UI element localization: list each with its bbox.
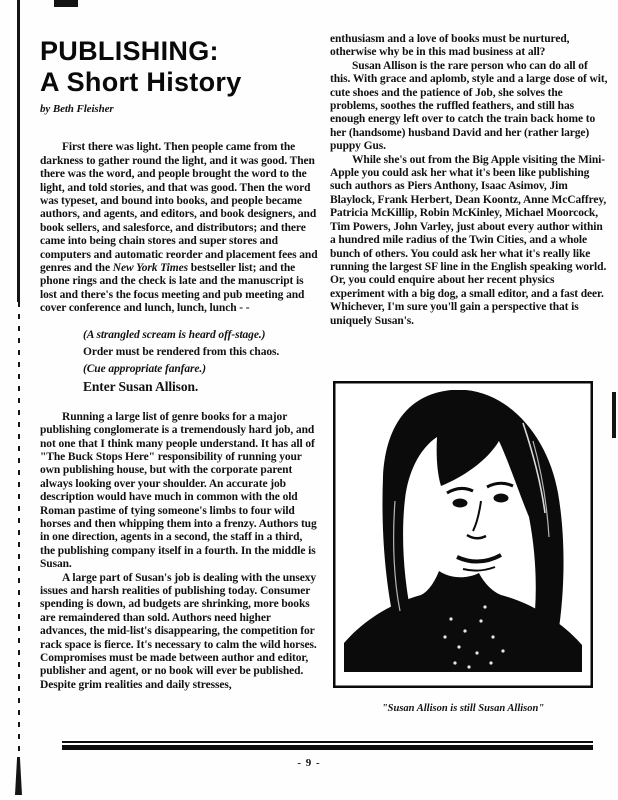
paragraph-rare-person: Susan Allison is the rare person who can do all of this. With grace and aplomb, style and a large dose of wit, cute shoes and the patience of Job, she solves the problems, soothes the ruffled feathers, and still has enough energy left over to catch the train back home to her (handsome) husband David and her (rather large) puppy Gus.	[330, 59, 608, 153]
bottom-rule	[62, 741, 593, 750]
paragraph-running-list: Running a large list of genre books for a major publishing conglomerate is a tremendously hard job, and not one that I think many people understand. It has all of "The Buck Stops Here" responsibility of running your own publishing house, but with the corporate parent always looking over your shoulder. An accurate job description would have much in common with the old Roman pastime of tying someone's limbs to four wild horses and then whipping them into a frenzy. Authors tug in one direction, agents in a second, the staff in a third, the publishing company itself in a fourth. In the middle is Susan.	[40, 410, 317, 571]
right-column	[330, 33, 609, 328]
scan-artifact-right-tick	[612, 392, 616, 438]
bottom-rule-thick-line	[62, 745, 593, 750]
paragraph-opening	[40, 141, 319, 315]
stage-direction-fanfare: (Cue appropriate fanfare.)	[83, 362, 206, 375]
scan-artifact-left-line	[17, 0, 20, 302]
paragraph-unsexy-issues: A large part of Susan's job is dealing with the unsexy issues and harsh realities of publishing today. Consumer spending is down, ad budgets are shrinking, more books are remaindered than sold. Authors need higher advances, the mid-list's disappearing, the competition for rack space is fierce. It's necessary to calm the wild horses. Compromises must be made between author and editor, publisher and agent, or no book will ever be published. Despite grim realities and daily stresses,	[40, 571, 317, 691]
byline: by Beth Fleisher	[40, 103, 114, 115]
article-title	[40, 36, 319, 98]
photo-caption: "Susan Allison is still Susan Allison"	[381, 703, 545, 714]
stage-directions	[83, 327, 319, 395]
scan-artifact-left-dashes	[18, 302, 20, 754]
stage-line-order: Order must be rendered from this chaos.	[83, 345, 280, 358]
susan-allison-photo	[333, 381, 593, 688]
new-york-times-italic: New York Times	[112, 262, 188, 275]
paragraph-big-apple: While she's out from the Big Apple visiting the Mini-Apple you could ask her what it's been like publishing such authors as Piers Anthony, Isaac Asimov, Jim Blaylock, Frank Herbert, Dean Koontz, Anne McCaffrey, Patricia McKillip, Robin McKinley, Michael Moorcock, Tim Powers, John Varley, just about every author within a hundred mile radius of the Twin Cities, and a whole bunch of others. You could ask her what it's really like running the largest SF line in the English speaking world. Or, you could enquire about her recent physics experiment with a big dog, a small editor, and a fast deer. Whichever, I'm sure you'll gain a perspective that is uniquely Susan's.	[330, 153, 607, 327]
stage-direction-scream: (A strangled scream is heard off-stage.)	[83, 328, 266, 341]
article-title-line1: PUBLISHING:	[40, 36, 219, 66]
article-title-line2: A Short History	[40, 67, 242, 97]
photo-figure	[333, 381, 593, 714]
paragraph-enthusiasm: enthusiasm and a love of books must be nurtured, otherwise why be in this mad business at all?	[330, 33, 570, 59]
paragraph-opening-text: First there was light. Then people came from the darkness to gather round the light, and it was good. Then there was the word, and people brought the word to the light, and told stories, and that was good. Then the word was typeset, and bound into books, and people became authors, and agents, and editors, and book designers, and book sellers, and salesforce, and distributors; and there came into being chain stores and super stores and computers and automatic reorder and placement fees and genres and the	[40, 141, 318, 275]
paragraph-opening-text-end: bestseller list; and the phone rings and the check is late and the manuscript is lost and there's the focus meeting and pub meeting and cover conference and lunch, lunch, lunch - -	[40, 262, 305, 315]
stage-line-enter-susan: Enter Susan Allison.	[83, 378, 199, 394]
page-number: - 9 -	[297, 757, 321, 769]
scan-artifact-top-tick	[54, 0, 78, 7]
left-column	[40, 36, 319, 692]
